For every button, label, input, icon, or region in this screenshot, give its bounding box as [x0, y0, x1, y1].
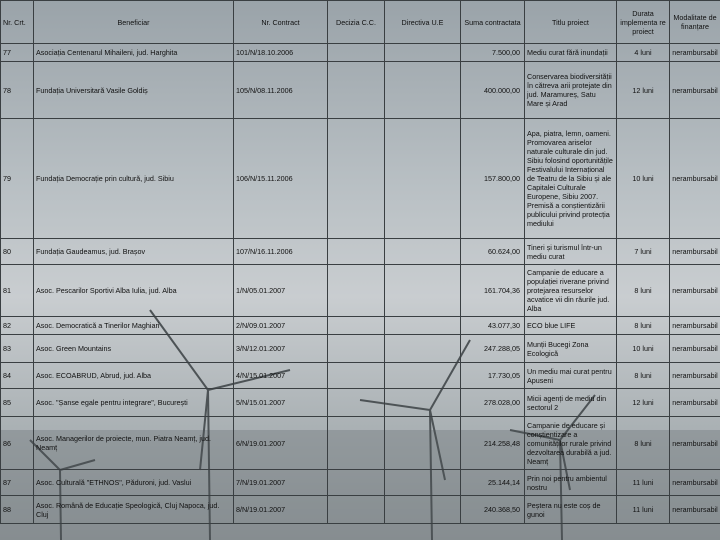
cell-titlu: Conservarea biodiversității în cătreva arii protejate din jud. Maramureș, Satu Mare și Arad — [525, 62, 617, 119]
cell-contract: 106/N/15.11.2006 — [234, 119, 328, 239]
header-decizia-cc: Decizia C.C. — [328, 1, 385, 44]
cell-durata: 10 luni — [617, 335, 670, 363]
cell-decizia — [328, 335, 385, 363]
cell-titlu: Campanie de educare și conștientizare a comunităților rurale privind dezvoltarea durabilă a jud. Neamț — [525, 417, 617, 470]
cell-beneficiar: Fundația Universitară Vasile Goldiș — [34, 62, 234, 119]
cell-nr: 87 — [1, 470, 34, 496]
cell-contract: 5/N/15.01.2007 — [234, 389, 328, 417]
cell-durata: 12 luni — [617, 389, 670, 417]
header-titlu-proiect: Titlu proiect — [525, 1, 617, 44]
table-row — [1, 496, 720, 524]
cell-durata: 7 luni — [617, 239, 670, 265]
cell-contract: 2/N/09.01.2007 — [234, 317, 328, 335]
cell-contract: 107/N/16.11.2006 — [234, 239, 328, 265]
cell-modalitate: nerambursabil — [670, 335, 720, 363]
cell-nr: 86 — [1, 417, 34, 470]
cell-modalitate: nerambursabil — [670, 62, 720, 119]
cell-decizia — [328, 44, 385, 62]
cell-suma: 247.288,05 — [461, 335, 525, 363]
cell-suma: 25.144,14 — [461, 470, 525, 496]
cell-titlu: Peștera nu este coș de gunoi — [525, 496, 617, 524]
cell-contract: 1/N/05.01.2007 — [234, 265, 328, 317]
cell-directiva — [385, 317, 461, 335]
cell-modalitate: nerambursabil — [670, 470, 720, 496]
cell-directiva — [385, 239, 461, 265]
cell-suma: 7.500,00 — [461, 44, 525, 62]
cell-contract: 4/N/15.01.2007 — [234, 363, 328, 389]
table-row — [1, 363, 720, 389]
cell-titlu: Micii agenți de mediu din sectorul 2 — [525, 389, 617, 417]
cell-nr: 82 — [1, 317, 34, 335]
cell-modalitate: nerambursabil — [670, 317, 720, 335]
header-directiva-ue: Directiva U.E — [385, 1, 461, 44]
cell-contract: 8/N/19.01.2007 — [234, 496, 328, 524]
cell-suma: 161.704,36 — [461, 265, 525, 317]
cell-decizia — [328, 470, 385, 496]
cell-nr: 78 — [1, 62, 34, 119]
table-row — [1, 470, 720, 496]
cell-contract: 101/N/18.10.2006 — [234, 44, 328, 62]
cell-beneficiar: Asociația Centenarul Mihaileni, jud. Harghita — [34, 44, 234, 62]
cell-decizia — [328, 62, 385, 119]
cell-suma: 214.258,48 — [461, 417, 525, 470]
header-modalitate: Modalitate de finanțare — [670, 1, 720, 44]
cell-decizia — [328, 317, 385, 335]
cell-directiva — [385, 62, 461, 119]
cell-nr: 84 — [1, 363, 34, 389]
cell-modalitate: nerambursabil — [670, 363, 720, 389]
cell-modalitate: nerambursabil — [670, 496, 720, 524]
cell-beneficiar: Asoc. Green Mountains — [34, 335, 234, 363]
cell-modalitate: nerambursabil — [670, 389, 720, 417]
header-nr-crt: Nr. Crt. — [1, 1, 34, 44]
table-row — [1, 62, 720, 119]
table-row — [1, 335, 720, 363]
cell-contract: 7/N/19.01.2007 — [234, 470, 328, 496]
cell-directiva — [385, 417, 461, 470]
cell-suma: 43.077,30 — [461, 317, 525, 335]
cell-titlu: Munții Bucegi Zona Ecologică — [525, 335, 617, 363]
cell-durata: 4 luni — [617, 44, 670, 62]
cell-durata: 8 luni — [617, 417, 670, 470]
cell-decizia — [328, 389, 385, 417]
table-row — [1, 239, 720, 265]
cell-modalitate: nerambursabil — [670, 239, 720, 265]
table-row — [1, 265, 720, 317]
cell-nr: 81 — [1, 265, 34, 317]
cell-modalitate: nerambursabil — [670, 265, 720, 317]
cell-titlu: Apa, piatra, lemn, oameni. Promovarea ariselor naturale culturale din jud. Sibiu folosind oportunitățile Festivalului Internațional de Teatru de la Sibiu și ale Capitalei Culturale Europene, Sibiu 2007. Premisă a conștientizării publicului privind protecția mediului — [525, 119, 617, 239]
cell-suma: 60.624,00 — [461, 239, 525, 265]
table-row — [1, 389, 720, 417]
cell-directiva — [385, 265, 461, 317]
cell-nr: 88 — [1, 496, 34, 524]
cell-directiva — [385, 335, 461, 363]
cell-nr: 80 — [1, 239, 34, 265]
header-suma-contractata: Suma contractata — [461, 1, 525, 44]
cell-beneficiar: Asoc. ECOABRUD, Abrud, jud. Alba — [34, 363, 234, 389]
cell-beneficiar: Asoc. Pescarilor Sportivi Alba Iulia, jud. Alba — [34, 265, 234, 317]
cell-directiva — [385, 470, 461, 496]
cell-directiva — [385, 363, 461, 389]
header-durata: Durata implementa re proiect — [617, 1, 670, 44]
cell-beneficiar: Asoc. Managerilor de proiecte, mun. Piatra Neamț, jud. Neamț — [34, 417, 234, 470]
cell-suma: 240.368,50 — [461, 496, 525, 524]
cell-decizia — [328, 363, 385, 389]
cell-nr: 79 — [1, 119, 34, 239]
cell-suma: 278.028,00 — [461, 389, 525, 417]
cell-beneficiar: Fundația Gaudeamus, jud. Brașov — [34, 239, 234, 265]
cell-nr: 83 — [1, 335, 34, 363]
cell-nr: 77 — [1, 44, 34, 62]
cell-contract: 105/N/08.11.2006 — [234, 62, 328, 119]
cell-beneficiar: Asoc. Culturală "ETHNOS", Păduroni, jud. Vaslui — [34, 470, 234, 496]
cell-titlu: Un mediu mai curat pentru Apuseni — [525, 363, 617, 389]
cell-nr: 85 — [1, 389, 34, 417]
cell-modalitate: nerambursabil — [670, 417, 720, 470]
cell-titlu: ECO blue LIFE — [525, 317, 617, 335]
cell-titlu: Prin noi pentru ambientul nostru — [525, 470, 617, 496]
cell-durata: 11 luni — [617, 470, 670, 496]
cell-beneficiar: Fundația Democrație prin cultură, jud. Sibiu — [34, 119, 234, 239]
cell-directiva — [385, 389, 461, 417]
cell-modalitate: nerambursabil — [670, 44, 720, 62]
cell-titlu: Mediu curat fără inundații — [525, 44, 617, 62]
cell-suma: 157.800,00 — [461, 119, 525, 239]
cell-decizia — [328, 119, 385, 239]
table-row — [1, 317, 720, 335]
cell-durata: 8 luni — [617, 317, 670, 335]
cell-durata: 8 luni — [617, 265, 670, 317]
cell-durata: 8 luni — [617, 363, 670, 389]
cell-contract: 3/N/12.01.2007 — [234, 335, 328, 363]
cell-beneficiar: Asoc. Română de Educație Speologică, Cluj Napoca, jud. Cluj — [34, 496, 234, 524]
cell-beneficiar: Asoc. "Șanse egale pentru integrare", București — [34, 389, 234, 417]
cell-decizia — [328, 239, 385, 265]
cell-suma: 17.730,05 — [461, 363, 525, 389]
cell-contract: 6/N/19.01.2007 — [234, 417, 328, 470]
cell-directiva — [385, 44, 461, 62]
cell-decizia — [328, 417, 385, 470]
header-beneficiar: Beneficiar — [34, 1, 234, 44]
cell-beneficiar: Asoc. Democratică a Tinerilor Maghiari — [34, 317, 234, 335]
cell-titlu: Tineri și turismul într-un mediu curat — [525, 239, 617, 265]
cell-durata: 11 luni — [617, 496, 670, 524]
cell-durata: 10 luni — [617, 119, 670, 239]
cell-directiva — [385, 119, 461, 239]
cell-decizia — [328, 496, 385, 524]
table-row — [1, 119, 720, 239]
cell-modalitate: nerambursabil — [670, 119, 720, 239]
cell-titlu: Campanie de educare a populației riverane privind protejarea resurselor acvatice vii din râurile jud. Alba — [525, 265, 617, 317]
cell-durata: 12 luni — [617, 62, 670, 119]
header-nr-contract: Nr. Contract — [234, 1, 328, 44]
cell-suma: 400.000,00 — [461, 62, 525, 119]
cell-directiva — [385, 496, 461, 524]
cell-decizia — [328, 265, 385, 317]
table-row — [1, 417, 720, 470]
table-header-row — [1, 1, 720, 44]
table-row — [1, 44, 720, 62]
